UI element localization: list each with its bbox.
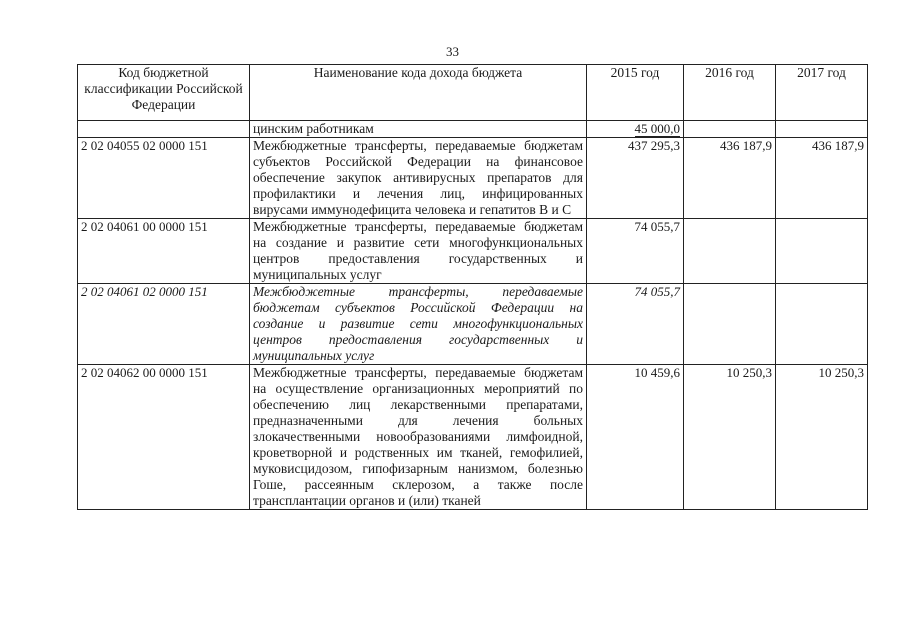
row-code: 2 02 04055 02 0000 151: [78, 138, 250, 219]
row-value-2017: [776, 219, 868, 284]
header-name: Наименование кода дохода бюджета: [250, 65, 587, 121]
row-value-2015: 437 295,3: [587, 138, 684, 219]
row-value-2016: [684, 284, 776, 365]
row-value-2016: [684, 121, 776, 138]
table-row: [78, 121, 868, 138]
row-code: 2 02 04061 02 0000 151: [78, 284, 250, 365]
row-value-2016: 10 250,3: [684, 365, 776, 510]
table-row: [78, 219, 868, 284]
table-header-row: [78, 65, 868, 121]
row-name: Межбюджетные трансферты, передаваемые бюджетам субъектов Российской Федерации на создание и развитие сети многофункциональных центров предоставления государственных и муниципальных услуг: [250, 284, 587, 365]
row-code: [78, 121, 250, 138]
header-code: Код бюджетной классификации Российской Федерации: [78, 65, 250, 121]
table-row: [78, 138, 868, 219]
row-value-2017: 10 250,3: [776, 365, 868, 510]
row-value-2015: 45 000,0: [587, 121, 684, 138]
header-2016: 2016 год: [684, 65, 776, 121]
table-row: [78, 365, 868, 510]
header-2015: 2015 год: [587, 65, 684, 121]
row-name: Межбюджетные трансферты, передаваемые бюджетам субъектов Российской Федерации на финансовое обеспечение закупок антивирусных препаратов для профилактики и лечения лиц, инфицированных вирусами иммунодефицита человека и гепатитов В и С: [250, 138, 587, 219]
row-value-2017: [776, 284, 868, 365]
row-value-2015: 74 055,7: [587, 219, 684, 284]
header-2017: 2017 год: [776, 65, 868, 121]
row-name: Межбюджетные трансферты, передаваемые бюджетам на осуществление организационных мероприятий по обеспечению лиц лекарственными препаратами, предназначенными для лечения больных злокачественными новообразованиями лимфоидной, кроветворной и родственных им тканей, гемофилией, муковисцидозом, гипофизарным нанизмом, болезнью Гоше, рассеянным склерозом, а также после трансплантации органов и (или) тканей: [250, 365, 587, 510]
table-row: [78, 284, 868, 365]
row-name: цинским работникам: [250, 121, 587, 138]
row-value-2015: 10 459,6: [587, 365, 684, 510]
row-name: Межбюджетные трансферты, передаваемые бюджетам на создание и развитие сети многофункциональных центров предоставления государственных и муниципальных услуг: [250, 219, 587, 284]
row-value-2017: [776, 121, 868, 138]
page-number: 33: [446, 44, 459, 59]
budget-table: [77, 64, 868, 510]
row-value-2016: 436 187,9: [684, 138, 776, 219]
row-code: 2 02 04062 00 0000 151: [78, 365, 250, 510]
row-value-2015: 74 055,7: [587, 284, 684, 365]
row-value-2017: 436 187,9: [776, 138, 868, 219]
row-code: 2 02 04061 00 0000 151: [78, 219, 250, 284]
row-value-2016: [684, 219, 776, 284]
